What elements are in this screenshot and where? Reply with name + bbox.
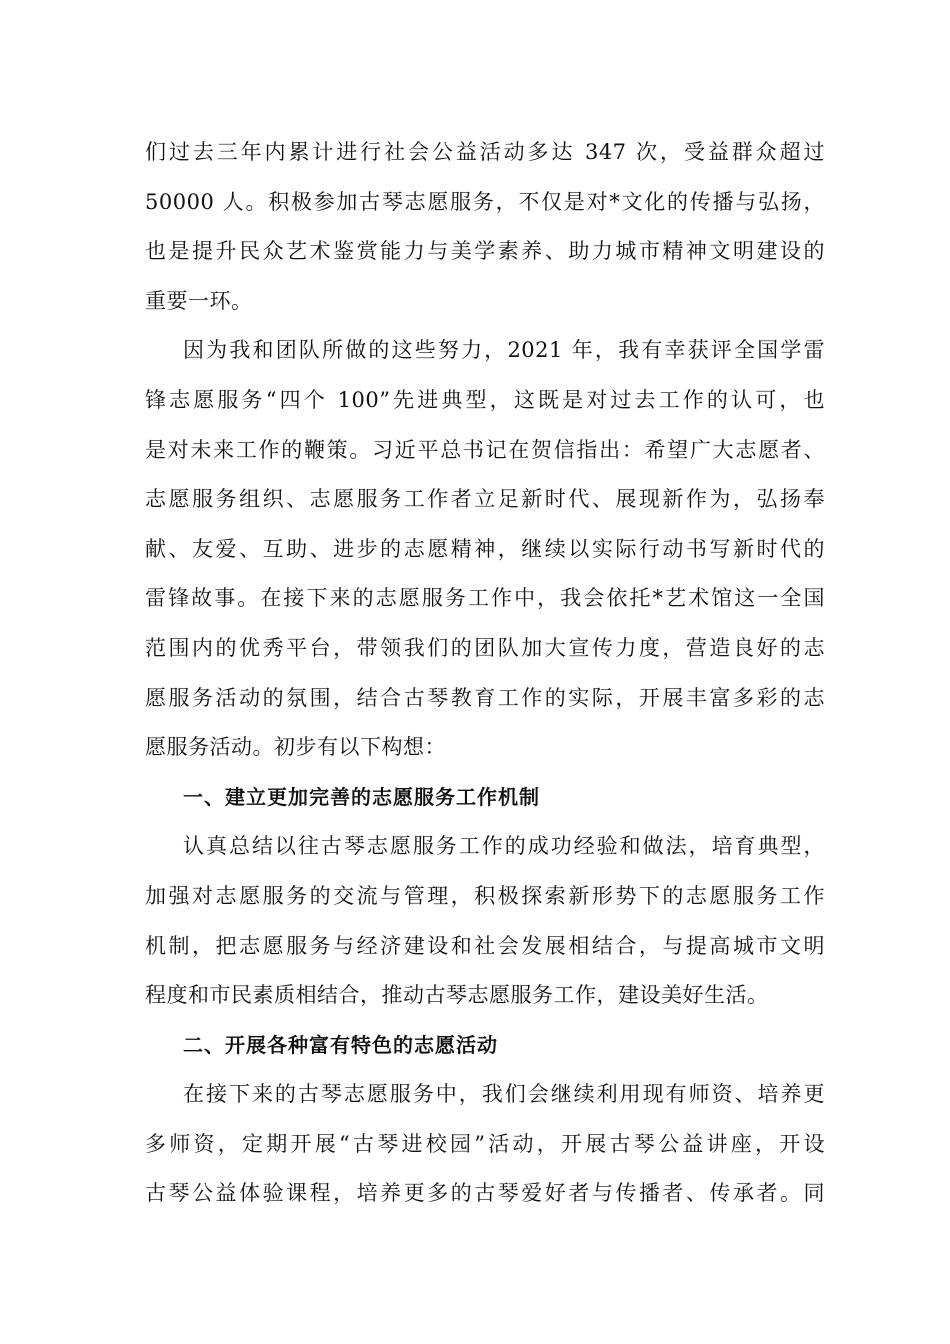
text-line: 也是提升民众艺术鉴赏能力与美学素养、助力城市精神文明建设的 [145, 239, 825, 264]
text-line: 50000 人。积极参加古琴志愿服务，不仅是对*文化的传播与弘扬， [145, 189, 825, 214]
paragraph [145, 1070, 825, 1219]
section-heading: 二、开展各种富有特色的志愿活动 [183, 1032, 498, 1057]
paragraph [145, 128, 825, 326]
text-line: 献、友爱、互助、进步的志愿精神，继续以实际行动书写新时代的 [145, 536, 825, 561]
paragraph [145, 822, 825, 1020]
text-line: 愿服务活动。初步有以下构想： [145, 735, 446, 760]
text-line: 机制，把志愿服务与经济建设和社会发展相结合，与提高城市文明 [145, 933, 825, 958]
text-line: 因为我和团队所做的这些努力，2021 年，我有幸获评全国学雷 [183, 338, 825, 363]
text-line: 们过去三年内累计进行社会公益活动多达 347 次，受益群众超过 [145, 140, 825, 164]
text-line: 雷锋故事。在接下来的志愿服务工作中，我会依托*艺术馆这一全国 [145, 586, 825, 611]
text-line: 重要一环。 [145, 288, 253, 313]
text-line: 多师资，定期开展“古琴进校园”活动，开展古琴公益讲座，开设 [145, 1131, 825, 1156]
text-line: 认真总结以往古琴志愿服务工作的成功经验和做法，培育典型， [183, 834, 825, 859]
section-heading: 一、建立更加完善的志愿服务工作机制 [183, 784, 540, 809]
text-line: 是对未来工作的鞭策。习近平总书记在贺信指出：希望广大志愿者、 [145, 437, 825, 462]
text-line: 志愿服务组织、志愿服务工作者立足新时代、展现新作为，弘扬奉 [145, 487, 825, 512]
text-line: 愿服务活动的氛围，结合古琴教育工作的实际，开展丰富多彩的志 [145, 685, 825, 710]
paragraph [145, 326, 825, 772]
text-line: 程度和市民素质相结合，推动古琴志愿服务工作，建设美好生活。 [145, 983, 769, 1008]
document-body [145, 128, 825, 1219]
text-line: 在接下来的古琴志愿服务中，我们会继续利用现有师资、培养更 [183, 1082, 825, 1107]
text-line: 锋志愿服务“四个 100”先进典型，这既是对过去工作的认可，也 [145, 387, 825, 412]
text-line: 加强对志愿服务的交流与管理，积极探索新形势下的志愿服务工作 [145, 883, 825, 908]
text-line: 范围内的优秀平台，带领我们的团队加大宣传力度，营造良好的志 [145, 635, 825, 660]
text-line: 古琴公益体验课程，培养更多的古琴爱好者与传播者、传承者。同 [145, 1181, 825, 1206]
